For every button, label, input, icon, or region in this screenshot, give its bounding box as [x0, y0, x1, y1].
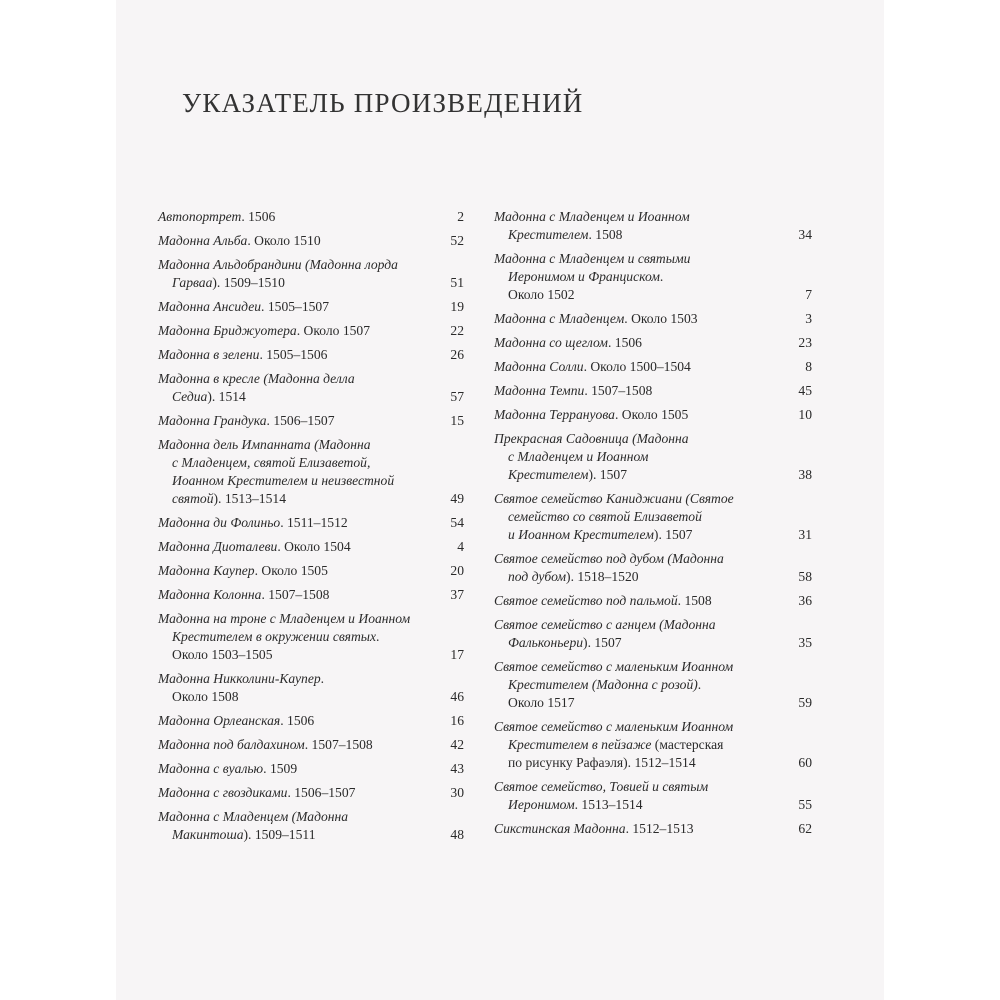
- work-title: Крестителем в окружении святых: [172, 629, 377, 644]
- work-date: ). 1507: [653, 527, 693, 542]
- work-date: . 1508: [588, 227, 623, 242]
- page-number: 7: [805, 287, 812, 302]
- work-title: Мадонна под балдахином: [158, 737, 305, 752]
- index-entry: [494, 550, 812, 586]
- work-title: Иоанном Крестителем и неизвестной: [172, 473, 395, 488]
- index-entry-line: [158, 274, 430, 292]
- index-entry-line: [158, 562, 430, 580]
- index-entry-text: [494, 550, 778, 586]
- work-title: Мадонна Орлеанская: [158, 713, 281, 728]
- work-title: Святое семейство с маленьким Иоанном: [494, 659, 734, 674]
- index-entry-line: [158, 628, 430, 646]
- index-entry: [494, 310, 812, 328]
- work-title: Мадонна Каупер: [158, 563, 255, 578]
- work-date: . 1513–1514: [574, 797, 643, 812]
- index-entry: [494, 250, 812, 304]
- work-title: Мадонна ди Фолиньо: [158, 515, 281, 530]
- work-title: с Младенцем и Иоанном: [508, 449, 649, 464]
- index-entry-line: [494, 208, 778, 226]
- work-date: (мастерская: [651, 737, 724, 752]
- work-date: .: [697, 677, 702, 692]
- work-title: Мадонна Террануова: [494, 407, 615, 422]
- index-entry-line: [158, 370, 430, 388]
- page-number: 57: [450, 389, 464, 404]
- index-entry-line: [494, 250, 778, 268]
- index-entry-line: [158, 688, 430, 706]
- page-number: 37: [450, 587, 464, 602]
- index-entry-line: [494, 568, 778, 586]
- index-entry-line: [158, 760, 430, 778]
- work-title: Мадонна в кресле (Мадонна делла: [158, 371, 355, 386]
- index-entry-line: [158, 538, 430, 556]
- page-number: 55: [798, 797, 812, 812]
- work-title: Мадонна Диоталеви: [158, 539, 278, 554]
- index-entry-line: [494, 796, 778, 814]
- work-title: Мадонна Никколини-Каупер: [158, 671, 321, 686]
- work-title: Крестителем (Мадонна с розой): [508, 677, 698, 692]
- work-date: . 1509: [263, 761, 298, 776]
- index-entry: [158, 232, 464, 250]
- index-entry-text: [158, 256, 430, 292]
- page-number: 51: [450, 275, 464, 290]
- page-number: 45: [798, 383, 812, 398]
- index-entry-line: [158, 514, 430, 532]
- index-entry-line: [158, 256, 430, 274]
- index-entry-line: [494, 616, 778, 634]
- work-title: с Младенцем, святой Елизаветой,: [172, 455, 371, 470]
- work-title: Автопортрет: [158, 209, 242, 224]
- index-entry-text: [494, 592, 778, 610]
- work-title: Крестителем: [508, 467, 589, 482]
- index-entry: [494, 490, 812, 544]
- index-entry-text: [158, 712, 430, 730]
- work-date: . Около 1503: [624, 311, 698, 326]
- index-entry-text: [494, 406, 778, 424]
- work-title: Мадонна Колонна: [158, 587, 262, 602]
- page-number: 42: [450, 737, 464, 752]
- index-entry-line: [494, 820, 778, 838]
- page-number: 52: [450, 233, 464, 248]
- index-entry-text: [494, 358, 778, 376]
- index-entry: [494, 616, 812, 652]
- index-entry: [158, 712, 464, 730]
- index-entry-line: [494, 466, 778, 484]
- page-number: 15: [450, 413, 464, 428]
- index-entry: [158, 610, 464, 664]
- page-number: 49: [450, 491, 464, 506]
- index-entry: [158, 256, 464, 292]
- index-entry-text: [158, 586, 430, 604]
- work-date: . Около 1505: [614, 407, 689, 422]
- work-title: Мадонна с гвоздиками: [158, 785, 288, 800]
- index-entry-line: [494, 334, 778, 352]
- page-number: 54: [450, 515, 464, 530]
- index-entry-line: [158, 736, 430, 754]
- page-number: 4: [457, 539, 464, 554]
- work-date: по рисунку Рафаэля). 1512–1514: [508, 755, 696, 770]
- work-date: . 1508: [677, 593, 712, 608]
- work-date: . 1507–1508: [584, 383, 653, 398]
- index-entry-line: [158, 586, 430, 604]
- page-number: 36: [798, 593, 812, 608]
- index-entry-line: [494, 694, 778, 712]
- index-entry-line: [494, 754, 778, 772]
- work-title: Святое семейство под дубом (Мадонна: [494, 551, 724, 566]
- page-number: 3: [805, 311, 812, 326]
- index-entry-line: [158, 808, 430, 826]
- work-date: .: [320, 671, 325, 686]
- work-title: Мадонна с Младенцем и Иоанном: [494, 209, 690, 224]
- page-number: 23: [798, 335, 812, 350]
- work-title: Мадонна дель Импанната (Мадонна: [158, 437, 371, 452]
- work-title: Макинтоша: [172, 827, 244, 842]
- index-entry-text: [494, 616, 778, 652]
- index-entry-text: [494, 334, 778, 352]
- work-title: Сикстинская Мадонна: [494, 821, 626, 836]
- work-date: . 1506–1507: [287, 785, 356, 800]
- page-number: 34: [798, 227, 812, 242]
- index-entry: [494, 382, 812, 400]
- index-column-right: [494, 208, 812, 844]
- work-title: Святое семейство под пальмой: [494, 593, 678, 608]
- index-entry-line: [494, 526, 778, 544]
- page-number: 10: [798, 407, 812, 422]
- index-entry-line: [158, 784, 430, 802]
- work-date: . 1507–1508: [261, 587, 330, 602]
- work-date: ). 1507: [588, 467, 627, 482]
- index-entry-text: [494, 658, 778, 712]
- work-title: Мадонна Альба: [158, 233, 248, 248]
- index-entry: [158, 412, 464, 430]
- page-number: 43: [450, 761, 464, 776]
- work-title: Святое семейство Каниджиани (Святое: [494, 491, 734, 506]
- index-entry-line: [158, 436, 430, 454]
- work-title: Иеронимом и Франциском: [508, 269, 660, 284]
- index-entry-text: [494, 310, 778, 328]
- work-date: ). 1513–1514: [213, 491, 286, 506]
- page-number: 38: [798, 467, 812, 482]
- index-entry-text: [494, 250, 778, 304]
- index-entry-line: [494, 508, 778, 526]
- index-entry-text: [494, 490, 778, 544]
- work-title: Мадонна с Младенцем: [494, 311, 625, 326]
- page-number: 60: [798, 755, 812, 770]
- index-entry: [494, 820, 812, 838]
- index-entry-text: [158, 760, 430, 778]
- index-entry: [158, 784, 464, 802]
- index-entry: [158, 298, 464, 316]
- work-title: Мадонна с Младенцем и святыми: [494, 251, 691, 266]
- work-title: Крестителем: [508, 227, 589, 242]
- index-entry-line: [494, 382, 778, 400]
- work-date: . 1505–1506: [259, 347, 328, 362]
- work-title: Седиа: [172, 389, 208, 404]
- work-title: Прекрасная Садовница (Мадонна: [494, 431, 689, 446]
- index-entry: [494, 658, 812, 712]
- work-date: . 1506–1507: [266, 413, 335, 428]
- work-date: ). 1509–1510: [212, 275, 285, 290]
- page-number: 17: [450, 647, 464, 662]
- work-title: Святое семейство, Товией и святым: [494, 779, 709, 794]
- index-entry-line: [494, 430, 778, 448]
- index-entry-line: [158, 712, 430, 730]
- work-title: Гарваа: [172, 275, 213, 290]
- work-title: Святое семейство с маленьким Иоанном: [494, 719, 734, 734]
- index-entry-line: [158, 388, 430, 406]
- index-entry-text: [158, 538, 430, 556]
- work-date: .: [376, 629, 380, 644]
- index-entry-line: [494, 406, 778, 424]
- page-number: 58: [798, 569, 812, 584]
- work-title: под дубом: [508, 569, 567, 584]
- work-title: Мадонна Солли: [494, 359, 584, 374]
- work-date: . Около 1505: [254, 563, 328, 578]
- index-entry: [494, 778, 812, 814]
- index-entry-text: [158, 322, 430, 340]
- index-entry-text: [158, 232, 430, 250]
- index-entry: [158, 538, 464, 556]
- index-entry: [158, 736, 464, 754]
- work-title: и Иоанном Крестителем: [508, 527, 654, 542]
- work-date: . 1506: [241, 209, 276, 224]
- work-title: Мадонна с Младенцем (Мадонна: [158, 809, 349, 824]
- work-title: Мадонна Бриджуотера: [158, 323, 297, 338]
- index-entry-text: [158, 514, 430, 532]
- index-entry-text: [494, 820, 778, 838]
- index-entry: [158, 370, 464, 406]
- index-entry: [158, 562, 464, 580]
- work-title: Мадонна Ансидеи: [158, 299, 262, 314]
- work-title: Мадонна на троне с Младенцем и Иоанном: [158, 611, 411, 626]
- index-entry: [494, 334, 812, 352]
- index-entry-line: [158, 208, 430, 226]
- index-entry-text: [158, 562, 430, 580]
- work-date: Около 1508: [172, 689, 239, 704]
- work-date: . Около 1510: [247, 233, 321, 248]
- work-title: Иеронимом: [508, 797, 575, 812]
- page-number: 31: [798, 527, 812, 542]
- index-entry: [494, 718, 812, 772]
- work-date: . 1507–1508: [304, 737, 373, 752]
- index-entry: [158, 346, 464, 364]
- page-title: УКАЗАТЕЛЬ ПРОИЗВЕДЕНИЙ: [182, 88, 584, 119]
- index-entry-line: [158, 490, 430, 508]
- index-entry-text: [158, 808, 430, 844]
- page-number: 20: [450, 563, 464, 578]
- work-title: Мадонна Грандука: [158, 413, 267, 428]
- work-date: ). 1514: [207, 389, 246, 404]
- index-entry-line: [158, 454, 430, 472]
- index-entry: [158, 670, 464, 706]
- index-entry-text: [494, 778, 778, 814]
- page-number: 16: [450, 713, 464, 728]
- page-number: 46: [450, 689, 464, 704]
- index-entry-line: [158, 322, 430, 340]
- index-entry-line: [494, 634, 778, 652]
- index-entry: [158, 322, 464, 340]
- page-number: 59: [798, 695, 812, 710]
- index-entry-line: [494, 448, 778, 466]
- work-date: . 1506: [607, 335, 642, 350]
- index-entry-line: [494, 310, 778, 328]
- page-number: 62: [798, 821, 812, 836]
- index-entry-line: [158, 412, 430, 430]
- index-entry-line: [494, 286, 778, 304]
- work-date: . 1505–1507: [261, 299, 330, 314]
- index-entry: [494, 208, 812, 244]
- work-date: . Около 1504: [277, 539, 351, 554]
- index-entry-line: [494, 658, 778, 676]
- work-title: семейство со святой Елизаветой: [508, 509, 702, 524]
- page-number: 26: [450, 347, 464, 362]
- index-entry-line: [158, 826, 430, 844]
- work-title: Фальконьери: [508, 635, 584, 650]
- index-entry-text: [158, 610, 430, 664]
- work-date: . Около 1507: [296, 323, 371, 338]
- work-date: . 1512–1513: [625, 821, 694, 836]
- work-date: Около 1502: [508, 287, 575, 302]
- index-entry: [158, 808, 464, 844]
- work-date: ). 1518–1520: [566, 569, 639, 584]
- page-number: 19: [450, 299, 464, 314]
- index-entry-line: [494, 718, 778, 736]
- index-entry: [158, 208, 464, 226]
- work-title: Мадонна Альдобрандини (Мадонна лорда: [158, 257, 398, 272]
- page-number: 35: [798, 635, 812, 650]
- index-entry: [158, 760, 464, 778]
- index-entry-text: [494, 382, 778, 400]
- index-entry-text: [158, 436, 430, 508]
- index-entry-line: [158, 610, 430, 628]
- index-entry-line: [494, 490, 778, 508]
- work-date: Около 1517: [508, 695, 575, 710]
- index-entry: [158, 586, 464, 604]
- index-entry: [494, 592, 812, 610]
- index-entry-text: [158, 736, 430, 754]
- index-entry-line: [494, 550, 778, 568]
- index-entry-line: [494, 226, 778, 244]
- index-entry-text: [158, 670, 430, 706]
- index-entry-line: [158, 646, 430, 664]
- index-entry-line: [494, 736, 778, 754]
- index-entry-line: [494, 592, 778, 610]
- page-number: 8: [805, 359, 812, 374]
- index-entry: [494, 406, 812, 424]
- work-title: святой: [172, 491, 214, 506]
- page-number: 2: [457, 209, 464, 224]
- index-entry-text: [158, 370, 430, 406]
- work-title: Мадонна со щеглом: [494, 335, 608, 350]
- index-entry-text: [158, 208, 430, 226]
- index-entry-text: [494, 208, 778, 244]
- work-date: Около 1503–1505: [172, 647, 273, 662]
- index-entry-text: [494, 430, 778, 484]
- index-entry: [158, 514, 464, 532]
- index-entry-text: [158, 346, 430, 364]
- work-title: Мадонна в зелени: [158, 347, 260, 362]
- work-date: ). 1509–1511: [243, 827, 316, 842]
- index-entry-line: [494, 358, 778, 376]
- index-entry-line: [158, 232, 430, 250]
- index-entry-text: [494, 718, 778, 772]
- index-entry: [494, 430, 812, 484]
- index-entry-line: [158, 346, 430, 364]
- work-title: Мадонна Темпи: [494, 383, 585, 398]
- work-date: .: [659, 269, 664, 284]
- work-date: . Около 1500–1504: [583, 359, 691, 374]
- page-number: 22: [450, 323, 464, 338]
- index-entry-text: [158, 412, 430, 430]
- index-entry-text: [158, 784, 430, 802]
- work-title: Святое семейство с агнцем (Мадонна: [494, 617, 716, 632]
- index-entry-text: [158, 298, 430, 316]
- page-number: 48: [450, 827, 464, 842]
- index-entry-line: [494, 268, 778, 286]
- index-entry-line: [158, 670, 430, 688]
- work-title: Мадонна с вуалью: [158, 761, 264, 776]
- work-date: ). 1507: [583, 635, 622, 650]
- index-entry-line: [158, 298, 430, 316]
- index-entry-line: [158, 472, 430, 490]
- index-entry-line: [494, 676, 778, 694]
- work-date: . 1506: [280, 713, 315, 728]
- index-entry: [494, 358, 812, 376]
- page-number: 30: [450, 785, 464, 800]
- index-entry: [158, 436, 464, 508]
- work-title: Крестителем в пейзаже: [508, 737, 652, 752]
- work-date: . 1511–1512: [280, 515, 348, 530]
- index-entry-line: [494, 778, 778, 796]
- index-column-left: [158, 208, 464, 850]
